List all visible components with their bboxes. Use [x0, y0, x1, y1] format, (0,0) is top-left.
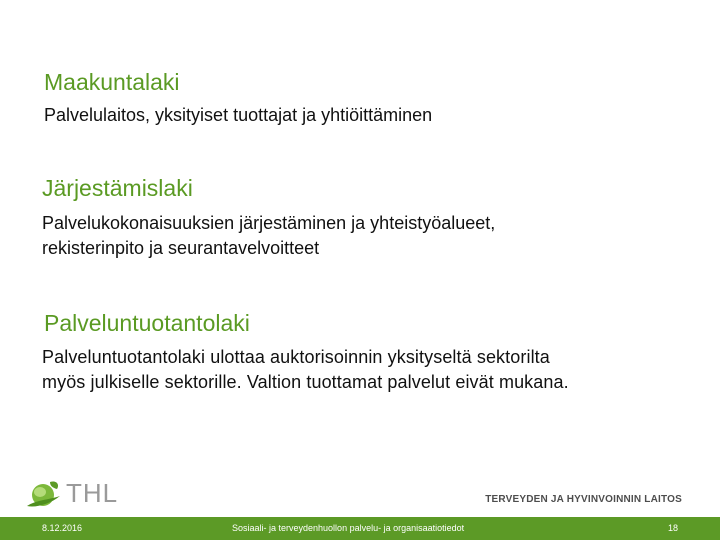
section-body-palveluntuotantolaki [42, 345, 712, 395]
section-body-line: Palvelukokonaisuuksien järjestäminen ja yhteistyöalueet, [42, 213, 496, 233]
section-body-line: myös julkiselle sektorille. Valtion tuottamat palvelut eivät mukana. [42, 372, 569, 392]
section-body-jarjestamislaki [42, 211, 702, 261]
section-body-line: Palveluntuotantolaki ulottaa auktorisoinnin yksityseltä sektorilta [42, 347, 550, 367]
footer-date: 8.12.2016 [42, 523, 83, 533]
section-body-line: rekisterinpito ja seurantavelvoitteet [42, 238, 320, 258]
institute-name: TERVEYDEN JA HYVINVOINNIN LAITOS [485, 494, 682, 505]
section-heading-jarjestamislaki-text: Järjestämislaki [42, 175, 193, 201]
footer-bar [0, 517, 720, 540]
section-heading-maakuntalaki: Maakuntalaki [44, 69, 180, 95]
section-body-maakuntalaki: Palvelulaitos, yksityiset tuottajat ja yhtiöittäminen [44, 105, 433, 125]
thl-logo-text: THL [66, 478, 119, 508]
footer-title: Sosiaali- ja terveydenhuollon palvelu- ja organisaatiotiedot [232, 523, 465, 533]
footer-page-number: 18 [667, 523, 678, 533]
thl-logo [24, 476, 118, 510]
section-heading-jarjestamislaki [42, 174, 193, 202]
thl-leaf-icon [24, 476, 62, 510]
section-heading-palveluntuotantolaki: Palveluntuotantolaki [44, 310, 250, 336]
